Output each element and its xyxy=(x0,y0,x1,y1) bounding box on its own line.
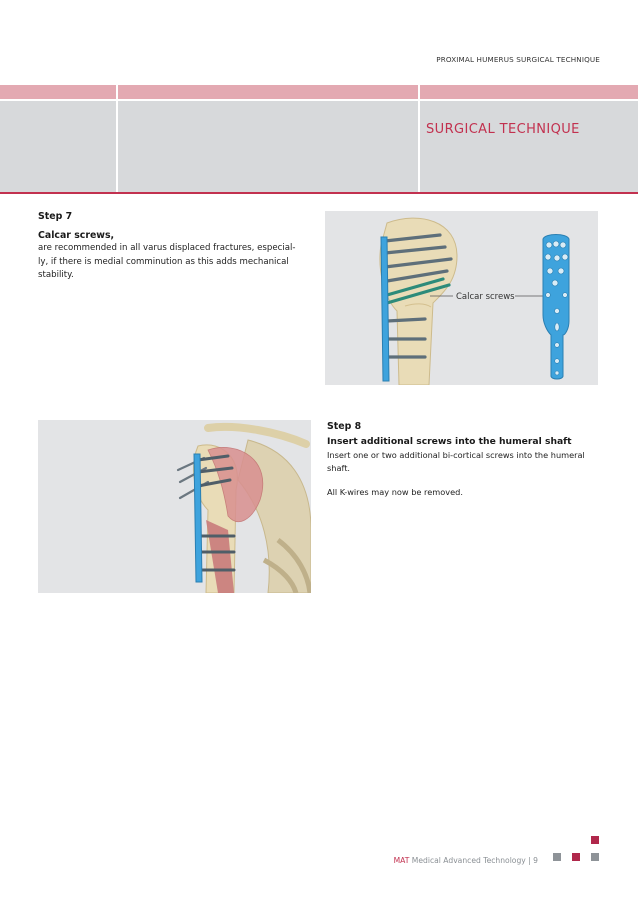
calcar-screws-label: Calcar screws xyxy=(456,292,515,302)
humerus-plate-illustration xyxy=(325,211,598,385)
step7-title: Step 7 xyxy=(38,211,73,222)
plate-side xyxy=(381,237,389,381)
footer-square-decoration xyxy=(591,836,599,844)
calcar-screws-figure xyxy=(325,211,598,385)
step8-title: Step 8 xyxy=(327,421,362,432)
shoulder-figure xyxy=(38,420,311,593)
running-header: PROXIMAL HUMERUS SURGICAL TECHNIQUE xyxy=(436,55,600,64)
footer-square-decoration xyxy=(553,853,561,861)
plate xyxy=(194,454,202,582)
band-gray-area xyxy=(0,101,638,193)
section-band xyxy=(0,85,638,195)
band-accent-line xyxy=(0,192,638,194)
footer-square-decoration xyxy=(572,853,580,861)
band-divider xyxy=(116,85,118,193)
band-divider xyxy=(418,85,420,193)
shoulder-illustration xyxy=(38,420,311,593)
page-number: 9 xyxy=(533,856,538,865)
step8-subtitle: Insert additional screws into the humeral shaft xyxy=(327,436,572,447)
step8-body: Insert one or two additional bi-cortical screws into the humeral shaft. xyxy=(327,450,585,473)
band-pink-strip xyxy=(0,85,638,99)
section-title: SURGICAL TECHNIQUE xyxy=(426,122,580,137)
footer-company: Medical Advanced Technology | xyxy=(409,856,534,865)
step7-body: are recommended in all varus displaced fractures, especial-ly, if there is medial comminution as this adds mechanical stability. xyxy=(38,243,296,280)
step7-subtitle: Calcar screws, xyxy=(38,230,115,241)
clavicle xyxy=(208,427,306,444)
footer xyxy=(394,856,538,865)
footer-brand: MAT xyxy=(393,856,410,865)
step8-note: All K-wires may now be removed. xyxy=(327,487,463,497)
footer-square-decoration xyxy=(591,853,599,861)
